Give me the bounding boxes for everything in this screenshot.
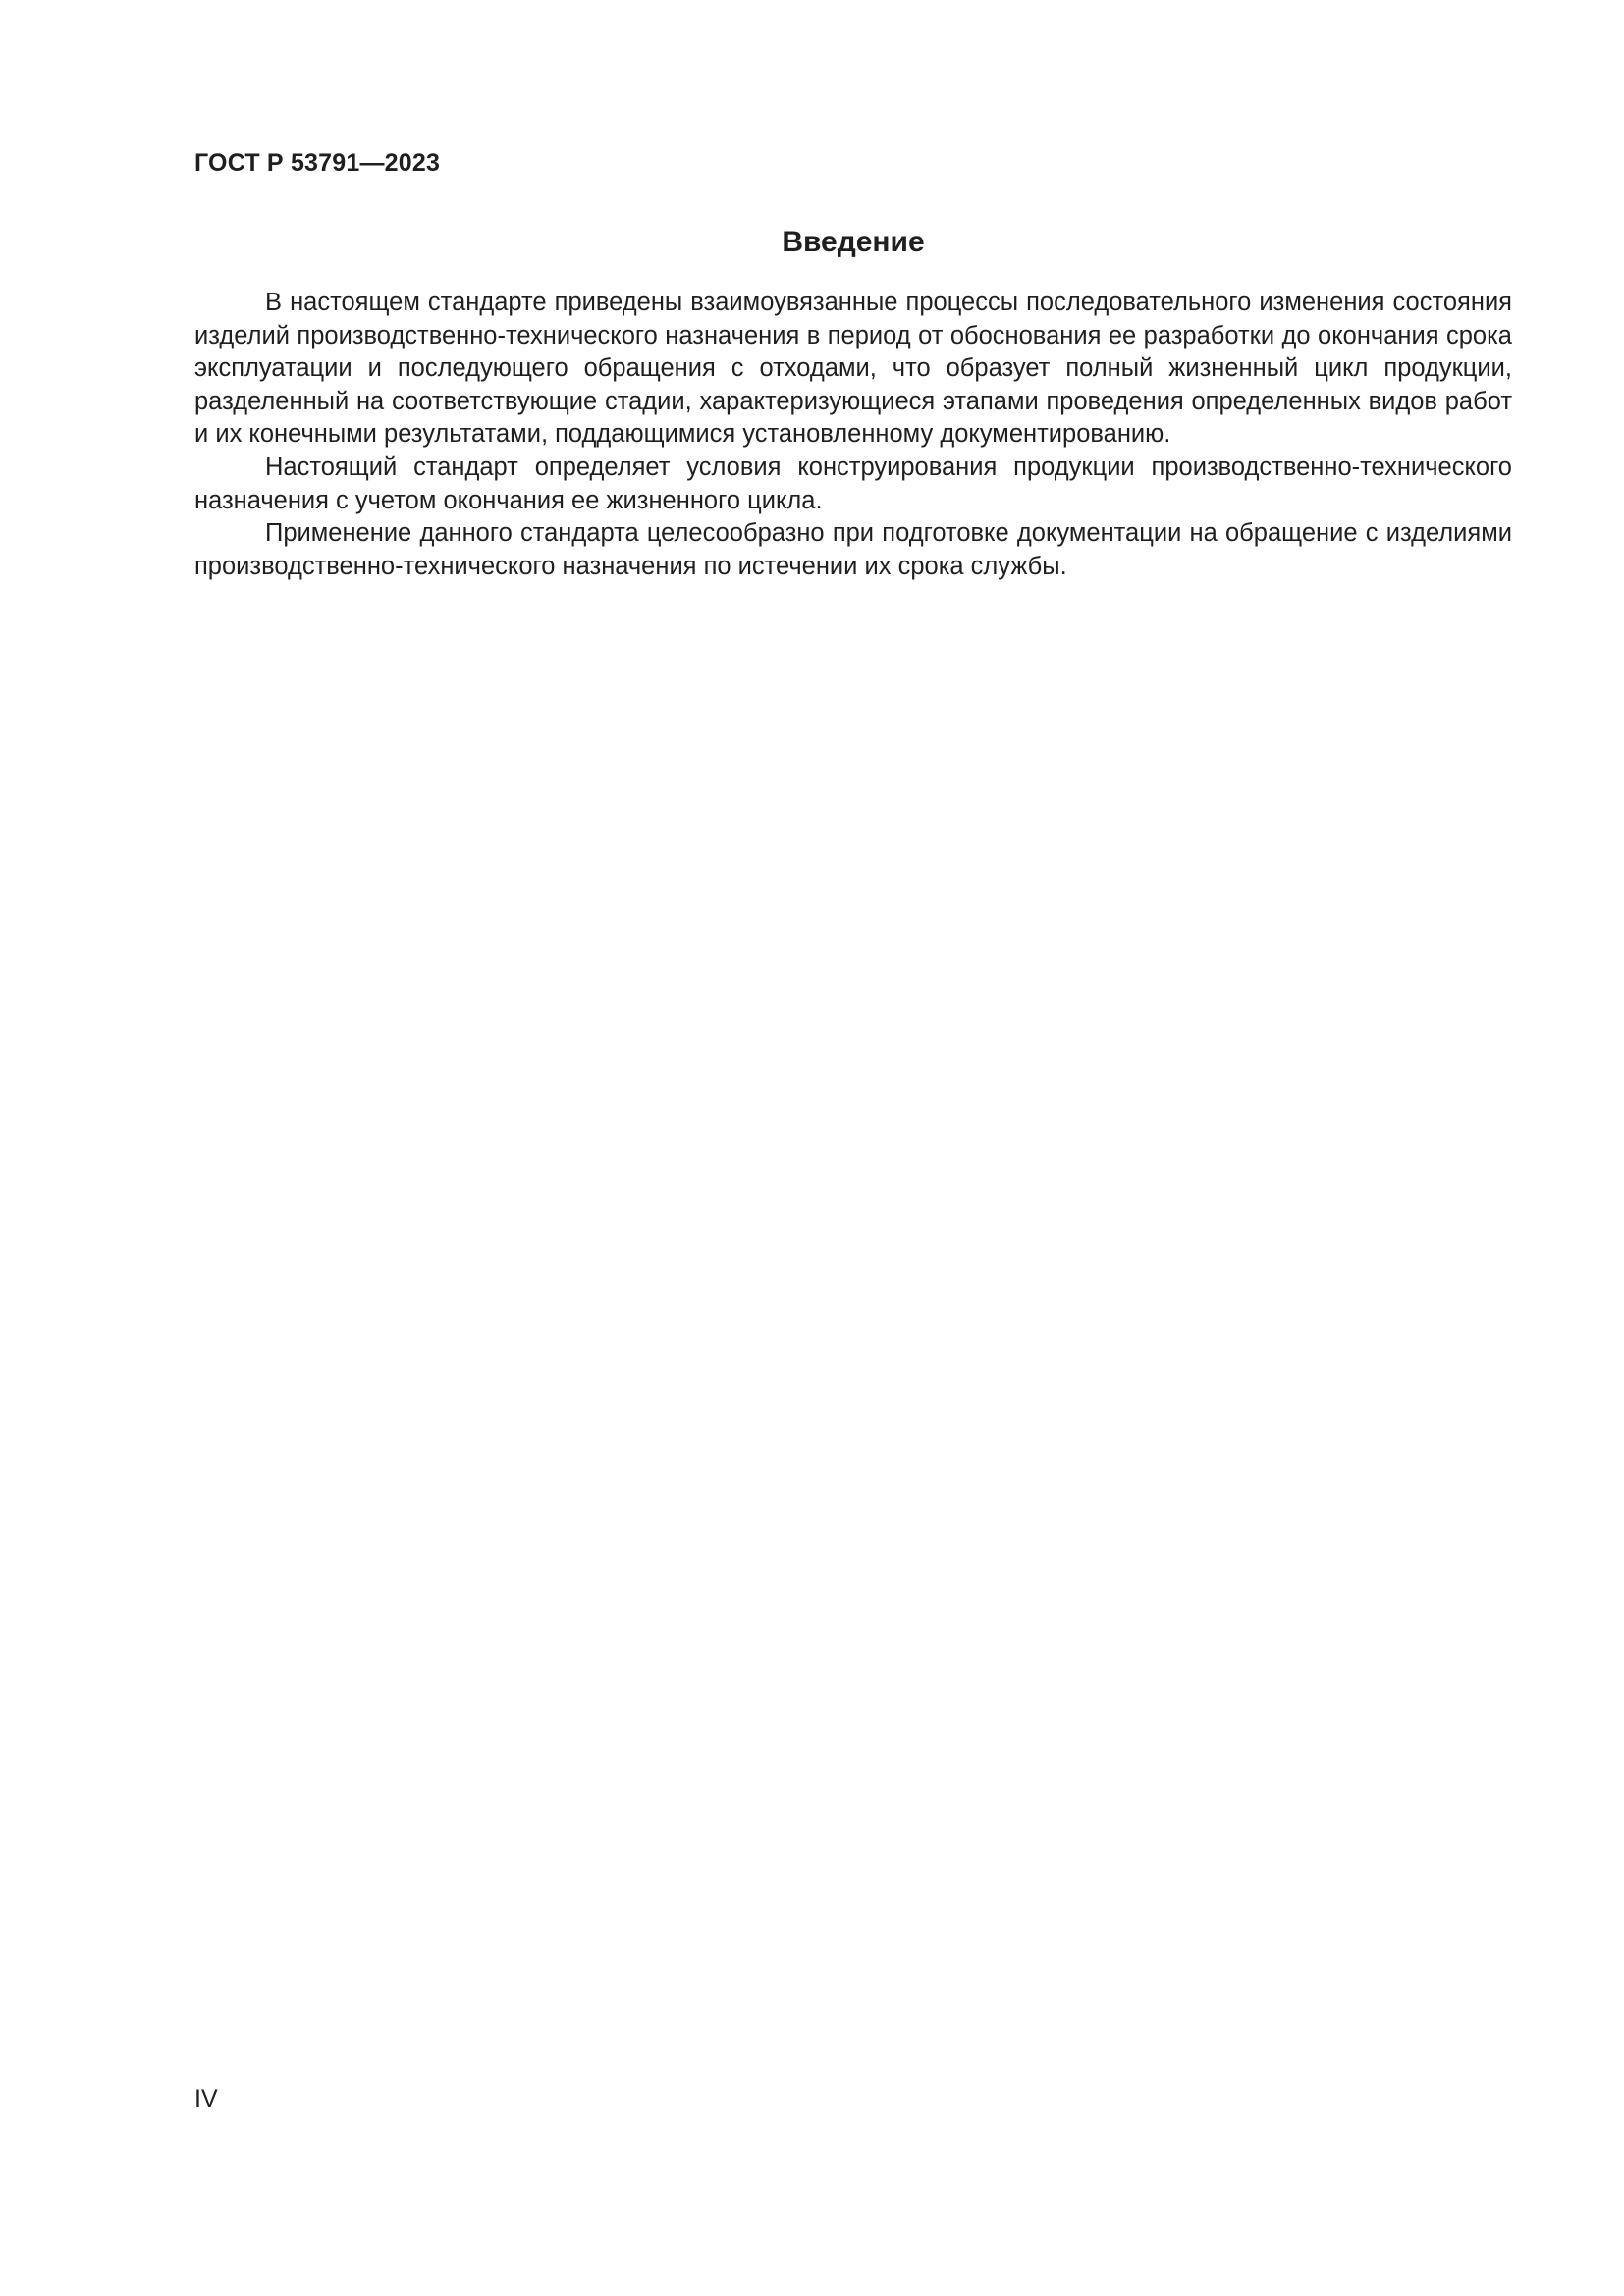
paragraph: В настоящем стандарте приведены взаимоувязанные процессы последовательного изменения состояния изделий производственно-технического назначения в период от обоснования ее разработки до окончания срока эксплуатации и последующего обращения с отходами, что образует полный жизненный цикл продукции, разделенный на соответствующие стадии, характеризующиеся этапами проведения определенных видов работ и их конечными результатами, поддающимися установленному документированию. xyxy=(194,289,1512,449)
document-header: ГОСТ Р 53791—2023 xyxy=(194,149,441,177)
body-text xyxy=(194,287,1512,583)
paragraph: Применение данного стандарта целесообразно при подготовке документации на обращение с изделиями производственно-технического назначения по истечении их срока службы. xyxy=(194,519,1512,580)
page-number: IV xyxy=(194,2085,218,2112)
paragraph: Настоящий стандарт определяет условия конструирования продукции производственно-технического назначения с учетом окончания ее жизненного цикла. xyxy=(194,453,1512,514)
section-title: Введение xyxy=(782,226,925,258)
